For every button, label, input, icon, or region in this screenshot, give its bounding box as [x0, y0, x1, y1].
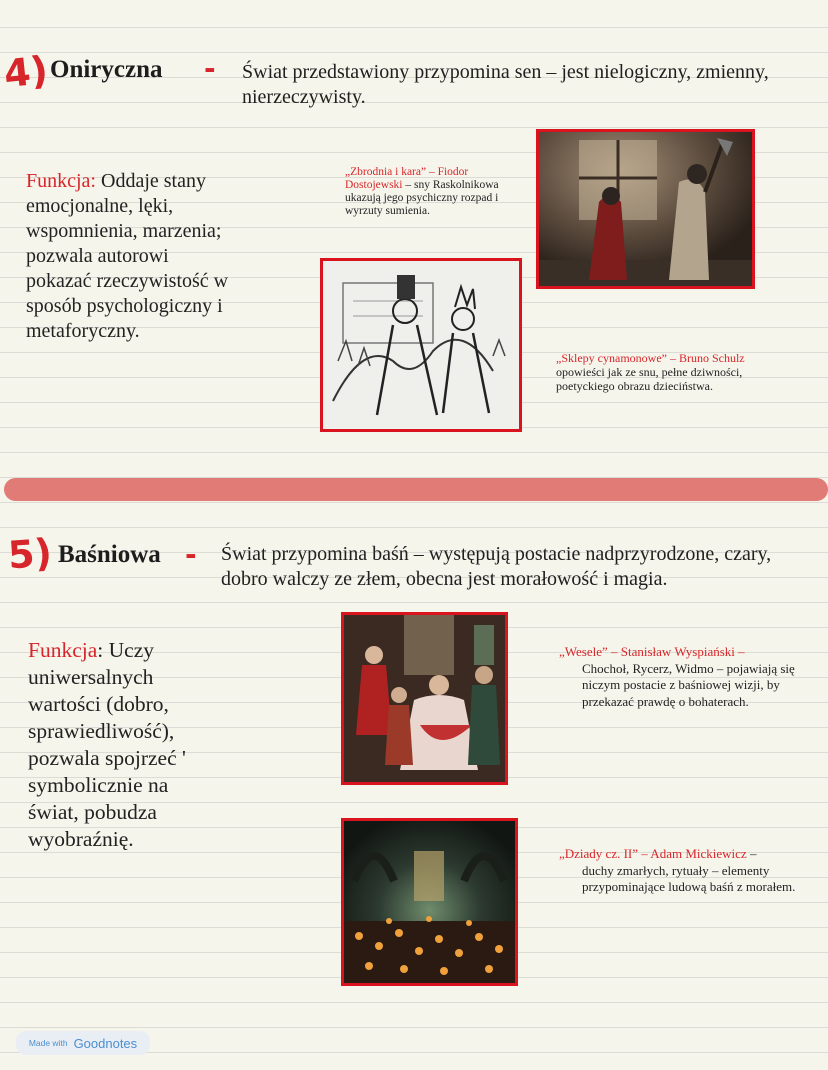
example-title-tail: – — [746, 846, 757, 861]
example-text: Chochoł, Rycerz, Widmo – pojawiają się niczym postacie z baśniowej wizji, by przekazać prawdę o bohaterach. — [582, 660, 795, 709]
example-title: „Zbrodnia i kara” – Fiodor Dostojewski — [345, 166, 469, 191]
example-note — [345, 166, 515, 218]
sketch-image — [323, 261, 519, 429]
illustration-wesele — [341, 612, 508, 785]
crime-and-punishment-image — [539, 132, 752, 286]
section-title: Baśniowa — [58, 541, 161, 568]
example-title: „Sklepy cynamonowe” – Bruno Schulz — [556, 351, 745, 365]
illustration-sketch — [320, 258, 522, 432]
section-title: Oniryczna — [50, 56, 163, 83]
function-text: Oddaje stany emocjonalne, lęki, wspomnienia, marzenia; pozwala autorowi pokazać rzeczywistość w sposób psychologiczny i metaforyczny. — [26, 170, 229, 342]
example-note — [556, 351, 786, 393]
function-label: Funkcja: — [26, 170, 96, 192]
example-title: „Dziady cz. II” – Adam Mickiewicz — [559, 846, 747, 861]
example-text: duchy zmarłych, rytuały – elementy przypominające ludową baśń z morałem. — [582, 862, 796, 894]
section-divider — [4, 478, 828, 501]
illustration-crime-and-punishment — [536, 129, 755, 289]
made-with-label: Made with — [28, 1038, 68, 1048]
goodnotes-badge[interactable] — [16, 1031, 150, 1055]
function-label: Funkcja — [28, 638, 98, 662]
example-title: „Wesele” – Stanisław Wyspiański – — [559, 644, 745, 659]
brand-label: Goodnotes — [73, 1035, 138, 1051]
function-block — [26, 169, 231, 344]
function-block — [28, 637, 223, 853]
section-description: Świat przedstawiony przypomina sen – jest nielogiczny, zmienny, nierzeczywisty. — [242, 61, 769, 108]
section-description: Świat przypomina baśń – występują postacie nadprzyrodzone, czary, dobro walczy ze złem, obecna jest morałowość i magia. — [221, 543, 772, 590]
illustration-dziady — [341, 818, 518, 986]
example-note — [559, 644, 799, 710]
section-number: 4) — [1, 47, 50, 97]
example-note — [559, 846, 799, 896]
dziady-image — [344, 821, 515, 983]
example-text: opowieści jak ze snu, pełne dziwności, poetyckiego obrazu dzieciństwa. — [556, 365, 743, 393]
section-number: 5) — [6, 530, 54, 578]
function-text: : Uczy uniwersalnych wartości (dobro, sprawiedliwość), pozwala spojrzeć ' symbolicznie na świat, pobudza wyobraźnię. — [28, 638, 186, 851]
wesele-image — [344, 615, 505, 782]
title-dash: - — [185, 538, 197, 571]
example-text: – sny Raskolnikowa ukazują jego psychiczny rozpad i wyrzuty sumienia. — [345, 179, 499, 217]
title-dash: - — [204, 52, 216, 85]
